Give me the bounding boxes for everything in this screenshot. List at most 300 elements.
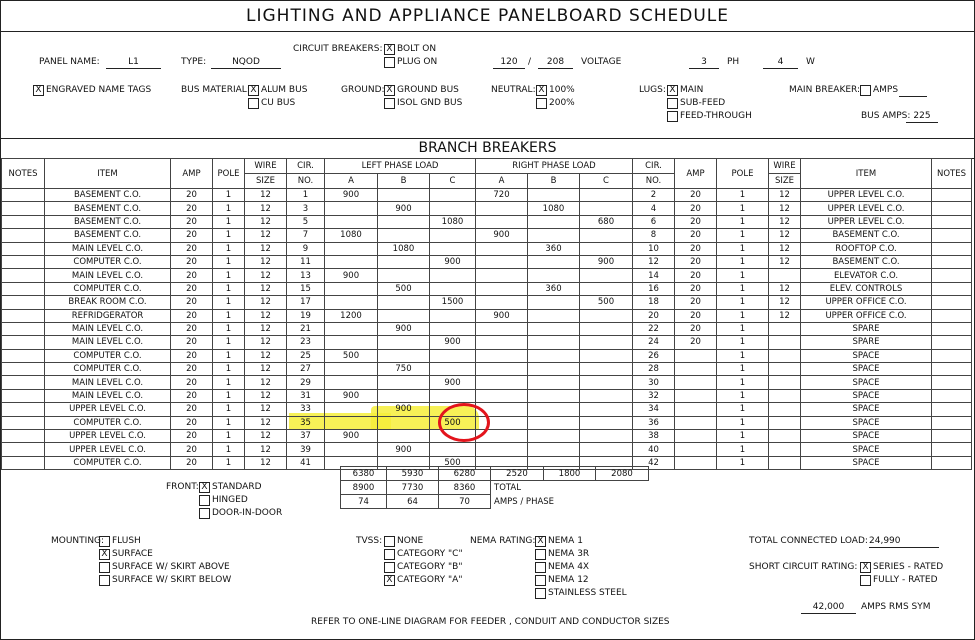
front-door-checkbox[interactable] (199, 508, 210, 519)
right-c-cell (580, 443, 633, 456)
pole-cell: 1 (213, 229, 245, 242)
left-a-cell: 900 (325, 189, 378, 202)
wire-size-cell: 12 (769, 309, 801, 322)
rms-value: 42,000 (801, 602, 856, 614)
notes-cell (2, 322, 45, 335)
left-c-cell (430, 363, 476, 376)
pole-cell: 1 (717, 202, 769, 215)
pole-cell: 1 (717, 215, 769, 228)
notes-cell (2, 389, 45, 402)
feed-through-checkbox[interactable] (667, 111, 678, 122)
cir-no-cell: 10 (633, 242, 675, 255)
amp-cell: 20 (171, 296, 213, 309)
wire-size-cell: 12 (769, 215, 801, 228)
wire-size-cell: 12 (245, 242, 287, 255)
amp-cell: 20 (171, 363, 213, 376)
right-b-cell (528, 309, 580, 322)
left-b-cell: 500 (378, 282, 430, 295)
voltage-label: VOLTAGE (581, 57, 622, 67)
wire-size-cell: 12 (245, 363, 287, 376)
col-amp: AMP (171, 159, 213, 189)
left-c-cell: 1500 (430, 296, 476, 309)
table-row (2, 443, 972, 456)
item-cell: UPPER LEVEL C.O. (801, 189, 932, 202)
amps-label: AMPS (873, 85, 899, 95)
table-row (2, 282, 972, 295)
total-b: 7730 (387, 481, 439, 495)
col-notes: NOTES (932, 159, 972, 189)
right-c-cell: 680 (580, 215, 633, 228)
col-phase-c: C (580, 174, 633, 189)
left-a-cell (325, 336, 378, 349)
red-circle-annotation (438, 403, 490, 442)
left-a-cell (325, 202, 378, 215)
amp-cell: 20 (675, 229, 717, 242)
right-a-cell (476, 322, 528, 335)
left-a-cell (325, 282, 378, 295)
tvss-none-checkbox[interactable] (384, 536, 395, 547)
right-c-cell (580, 309, 633, 322)
item-cell: ELEV. CONTROLS (801, 282, 932, 295)
left-c-cell (430, 309, 476, 322)
notes-cell (932, 309, 972, 322)
left-c-cell (430, 202, 476, 215)
table-row (2, 336, 972, 349)
notes-cell (932, 416, 972, 429)
col-pole: POLE (717, 159, 769, 189)
wire-size-cell: 12 (245, 416, 287, 429)
item-cell: COMPUTER C.O. (45, 416, 171, 429)
pole-cell: 1 (213, 189, 245, 202)
nema-label: NEMA RATING: (470, 536, 536, 546)
cir-no-cell: 24 (633, 336, 675, 349)
table-row (2, 189, 972, 202)
neutral-200-checkbox[interactable] (536, 98, 547, 109)
main-lug-checkbox[interactable]: X (667, 85, 678, 96)
tvss-c-label: CATEGORY "C" (397, 549, 463, 559)
left-b-cell (378, 296, 430, 309)
sum-right-c: 2080 (596, 467, 649, 481)
item-cell: SPARE (801, 336, 932, 349)
notes-cell (932, 202, 972, 215)
main-breaker-amps (899, 85, 927, 97)
pole-cell: 1 (717, 242, 769, 255)
notes-cell (932, 322, 972, 335)
wire-size-cell (769, 416, 801, 429)
amp-cell: 20 (675, 296, 717, 309)
pole-cell: 1 (717, 229, 769, 242)
right-a-cell (476, 376, 528, 389)
pole-cell: 1 (213, 282, 245, 295)
right-c-cell (580, 416, 633, 429)
left-b-cell (378, 309, 430, 322)
item-cell: UPPER LEVEL C.O. (801, 202, 932, 215)
tvss-label: TVSS: (356, 536, 383, 546)
tvss-none-label: NONE (397, 536, 424, 546)
col-phase-b: B (528, 174, 580, 189)
pole-cell: 1 (213, 416, 245, 429)
wire-size-cell: 12 (769, 296, 801, 309)
table-row (2, 376, 972, 389)
cir-no-cell: 35 (287, 416, 325, 429)
item-cell: BASEMENT C.O. (45, 215, 171, 228)
right-a-cell: 900 (476, 229, 528, 242)
notes-cell (2, 255, 45, 268)
mount-flush-checkbox[interactable] (99, 536, 110, 547)
item-cell: UPPER OFFICE C.O. (801, 296, 932, 309)
col-amp: AMP (675, 159, 717, 189)
col-size: SIZE (769, 174, 801, 189)
nema-ss-checkbox[interactable] (535, 588, 546, 599)
col-phase-b: B (378, 174, 430, 189)
amp-cell: 20 (675, 269, 717, 282)
item-cell: MAIN LEVEL C.O. (45, 242, 171, 255)
right-a-cell: 900 (476, 309, 528, 322)
front-standard-checkbox[interactable]: X (199, 482, 210, 493)
amp-cell: 20 (171, 282, 213, 295)
cir-no-cell: 12 (633, 255, 675, 268)
panel-name-label: PANEL NAME: (39, 57, 100, 67)
pole-cell: 1 (213, 255, 245, 268)
pole-cell: 1 (213, 456, 245, 469)
item-cell: BASEMENT C.O. (45, 189, 171, 202)
right-c-cell (580, 389, 633, 402)
engraved-checkbox[interactable]: X (33, 85, 44, 96)
right-c-cell (580, 229, 633, 242)
engraved-label: ENGRAVED NAME TAGS (46, 85, 152, 95)
notes-cell (2, 242, 45, 255)
amp-cell: 20 (171, 229, 213, 242)
tvss-c-checkbox[interactable] (384, 549, 395, 560)
cir-no-cell: 16 (633, 282, 675, 295)
neutral-label: NEUTRAL: (491, 85, 536, 95)
left-c-cell (430, 349, 476, 362)
right-b-cell (528, 403, 580, 416)
col-item: ITEM (801, 159, 932, 189)
wire-size-cell: 12 (245, 309, 287, 322)
main-lug-label: MAIN (680, 85, 704, 95)
alum-bus-checkbox[interactable]: X (248, 85, 259, 96)
right-b-cell: 1080 (528, 202, 580, 215)
amp-cell (675, 416, 717, 429)
wire-size-cell (769, 456, 801, 469)
nema-ss-label: STAINLESS STEEL (548, 588, 627, 598)
item-cell: UPPER LEVEL C.O. (801, 215, 932, 228)
footer-note: REFER TO ONE-LINE DIAGRAM FOR FEEDER , CONDUIT AND CONDUCTOR SIZES (311, 617, 670, 627)
left-a-cell: 900 (325, 389, 378, 402)
right-c-cell (580, 349, 633, 362)
sub-feed-label: SUB-FEED (680, 98, 726, 108)
cir-no-cell: 23 (287, 336, 325, 349)
total-a: 8900 (341, 481, 387, 495)
notes-cell (2, 349, 45, 362)
wire-size-cell: 12 (245, 389, 287, 402)
ground-bus-checkbox[interactable]: X (384, 85, 395, 96)
nema-3r-label: NEMA 3R (548, 549, 590, 559)
fully-rated-label: FULLY - RATED (873, 575, 938, 585)
mount-skirt-below-label: SURFACE W/ SKIRT BELOW (112, 575, 232, 585)
notes-cell (932, 443, 972, 456)
pole-cell: 1 (213, 376, 245, 389)
item-cell: MAIN LEVEL C.O. (45, 322, 171, 335)
wire-size-cell (769, 322, 801, 335)
tvss-b-checkbox[interactable] (384, 562, 395, 573)
col-pole: POLE (213, 159, 245, 189)
neutral-100-checkbox[interactable]: X (536, 85, 547, 96)
left-c-cell (430, 242, 476, 255)
amp-cell: 20 (171, 202, 213, 215)
left-c-cell: 500 (430, 416, 476, 429)
amp-cell: 20 (675, 322, 717, 335)
wire-size-cell (769, 389, 801, 402)
cir-no-cell: 17 (287, 296, 325, 309)
notes-cell (2, 282, 45, 295)
pole-cell: 1 (717, 430, 769, 443)
amp-cell: 20 (675, 282, 717, 295)
mount-flush-label: FLUSH (112, 536, 141, 546)
wire-size-cell (769, 363, 801, 376)
notes-cell (932, 282, 972, 295)
item-cell: COMPUTER C.O. (45, 349, 171, 362)
notes-cell (932, 456, 972, 469)
right-a-cell (476, 242, 528, 255)
cir-no-cell: 22 (633, 322, 675, 335)
item-cell: SPACE (801, 376, 932, 389)
notes-cell (2, 202, 45, 215)
amp-cell (675, 443, 717, 456)
cir-no-cell: 4 (633, 202, 675, 215)
table-row (2, 309, 972, 322)
wire-label: W (806, 57, 815, 67)
sum-left-b: 5930 (387, 467, 439, 481)
wire-size-cell: 12 (245, 189, 287, 202)
right-a-cell (476, 336, 528, 349)
cir-no-cell: 31 (287, 389, 325, 402)
right-b-cell: 360 (528, 242, 580, 255)
pole-cell: 1 (213, 430, 245, 443)
pole-cell: 1 (717, 403, 769, 416)
left-a-cell: 1080 (325, 229, 378, 242)
notes-cell (2, 336, 45, 349)
pole-cell: 1 (213, 322, 245, 335)
pole-cell: 1 (717, 443, 769, 456)
cir-no-cell: 41 (287, 456, 325, 469)
right-c-cell (580, 322, 633, 335)
cir-no-cell: 14 (633, 269, 675, 282)
cir-no-cell: 28 (633, 363, 675, 376)
series-rated-checkbox[interactable]: X (860, 562, 871, 573)
type-label: TYPE: (181, 57, 207, 67)
pole-cell: 1 (717, 336, 769, 349)
mounting-label: MOUNTING: (51, 536, 105, 546)
notes-cell (932, 269, 972, 282)
item-cell: BASEMENT C.O. (45, 202, 171, 215)
front-hinged-checkbox[interactable] (199, 495, 210, 506)
wire-size-cell: 12 (769, 282, 801, 295)
wire-size-cell: 12 (245, 430, 287, 443)
wire-size-cell: 12 (245, 202, 287, 215)
right-c-cell: 900 (580, 255, 633, 268)
table-row (2, 269, 972, 282)
col-wire: WIRE (245, 159, 287, 174)
right-b-cell (528, 189, 580, 202)
pole-cell: 1 (213, 215, 245, 228)
isol-gnd-checkbox[interactable] (384, 98, 395, 109)
cir-no-cell: 27 (287, 363, 325, 376)
notes-cell (2, 296, 45, 309)
cir-no-cell: 36 (633, 416, 675, 429)
amp-cell (675, 349, 717, 362)
right-c-cell (580, 336, 633, 349)
front-hinged-label: HINGED (212, 495, 248, 505)
nema-1-label: NEMA 1 (548, 536, 583, 546)
wire-size-cell: 12 (769, 229, 801, 242)
notes-cell (2, 430, 45, 443)
left-c-cell (430, 322, 476, 335)
wire-size-cell: 12 (245, 215, 287, 228)
left-b-cell (378, 269, 430, 282)
nema-12-checkbox[interactable] (535, 575, 546, 586)
cir-no-cell: 19 (287, 309, 325, 322)
amp-cell: 20 (171, 349, 213, 362)
plug-on-checkbox[interactable] (384, 57, 395, 68)
item-cell: UPPER LEVEL C.O. (45, 430, 171, 443)
right-b-cell (528, 229, 580, 242)
isol-gnd-label: ISOL GND BUS (397, 98, 463, 108)
bolt-on-checkbox[interactable]: X (384, 44, 395, 55)
branch-breakers-title: BRANCH BREAKERS (1, 138, 974, 159)
item-cell: COMPUTER C.O. (45, 456, 171, 469)
left-a-cell: 500 (325, 349, 378, 362)
sum-right-b: 1800 (544, 467, 596, 481)
col-cir: CIR. (633, 159, 675, 174)
item-cell: BASEMENT C.O. (45, 229, 171, 242)
amps-phase-label: AMPS / PHASE (494, 496, 555, 507)
item-cell: BASEMENT C.O. (801, 229, 932, 242)
table-row (2, 296, 972, 309)
left-b-cell: 1080 (378, 242, 430, 255)
item-cell: MAIN LEVEL C.O. (45, 336, 171, 349)
pole-cell: 1 (213, 269, 245, 282)
wire-size-cell (769, 376, 801, 389)
nema-4x-checkbox[interactable] (535, 562, 546, 573)
col-phase-a: A (476, 174, 528, 189)
right-c-cell: 500 (580, 296, 633, 309)
right-a-cell (476, 443, 528, 456)
tvss-a-checkbox[interactable]: X (384, 575, 395, 586)
wire-size-cell: 12 (769, 189, 801, 202)
fully-rated-checkbox[interactable] (860, 575, 871, 586)
notes-cell (2, 443, 45, 456)
right-b-cell (528, 416, 580, 429)
sub-feed-checkbox[interactable] (667, 98, 678, 109)
mount-skirt-below-checkbox[interactable] (99, 575, 110, 586)
notes-cell (2, 456, 45, 469)
pole-cell: 1 (717, 255, 769, 268)
pole-cell: 1 (717, 363, 769, 376)
amp-cell (675, 363, 717, 376)
wire-size-cell: 12 (245, 322, 287, 335)
right-a-cell (476, 363, 528, 376)
right-b-cell (528, 363, 580, 376)
right-a-cell (476, 282, 528, 295)
page-title: LIGHTING AND APPLIANCE PANELBOARD SCHEDULE (1, 1, 974, 32)
right-b-cell: 360 (528, 282, 580, 295)
right-b-cell (528, 269, 580, 282)
wire-size-cell: 12 (245, 349, 287, 362)
notes-cell (932, 255, 972, 268)
pole-cell: 1 (717, 389, 769, 402)
item-cell: SPARE (801, 322, 932, 335)
notes-cell (932, 363, 972, 376)
rms-label: AMPS RMS SYM (861, 602, 931, 612)
notes-cell (932, 336, 972, 349)
main-breaker-checkbox[interactable] (860, 85, 871, 96)
tvss-b-label: CATEGORY "B" (397, 562, 463, 572)
nema-3r-checkbox[interactable] (535, 549, 546, 560)
notes-cell (2, 416, 45, 429)
amp-cell: 20 (171, 309, 213, 322)
left-b-cell (378, 349, 430, 362)
alum-bus-label: ALUM BUS (261, 85, 308, 95)
bus-material-label: BUS MATERIAL: (181, 85, 250, 95)
amp-cell: 20 (675, 189, 717, 202)
notes-cell (932, 376, 972, 389)
sum-left-c: 6280 (439, 467, 491, 481)
left-a-cell: 1200 (325, 309, 378, 322)
mount-skirt-above-checkbox[interactable] (99, 562, 110, 573)
left-a-cell (325, 376, 378, 389)
pole-cell: 1 (717, 269, 769, 282)
left-b-cell: 900 (378, 202, 430, 215)
cu-bus-checkbox[interactable] (248, 98, 259, 109)
voltage-b: 208 (538, 57, 573, 69)
amps-b: 64 (387, 495, 439, 509)
item-cell: BASEMENT C.O. (801, 255, 932, 268)
cir-no-cell: 21 (287, 322, 325, 335)
table-row (2, 322, 972, 335)
pole-cell: 1 (717, 456, 769, 469)
amp-cell: 20 (171, 255, 213, 268)
right-c-cell (580, 363, 633, 376)
cir-no-cell: 42 (633, 456, 675, 469)
table-row (2, 349, 972, 362)
pole-cell: 1 (717, 189, 769, 202)
pole-cell: 1 (717, 349, 769, 362)
connected-load-value: 24,990 (869, 536, 939, 548)
right-b-cell (528, 255, 580, 268)
right-a-cell (476, 255, 528, 268)
amp-cell: 20 (171, 269, 213, 282)
amp-cell: 20 (171, 242, 213, 255)
wire-size-cell: 12 (245, 456, 287, 469)
nema-4x-label: NEMA 4X (548, 562, 590, 572)
pole-cell: 1 (213, 336, 245, 349)
cir-no-cell: 9 (287, 242, 325, 255)
notes-cell (2, 403, 45, 416)
left-b-cell (378, 376, 430, 389)
nema-1-checkbox[interactable]: X (535, 536, 546, 547)
left-b-cell: 750 (378, 363, 430, 376)
pole-cell: 1 (717, 376, 769, 389)
notes-cell (932, 189, 972, 202)
sum-right-a: 2520 (491, 467, 544, 481)
scr-label: SHORT CIRCUIT RATING: (749, 562, 858, 572)
mount-surface-checkbox[interactable]: X (99, 549, 110, 560)
left-a-cell (325, 363, 378, 376)
voltage-slash: / (528, 57, 532, 67)
item-cell: SPACE (801, 349, 932, 362)
